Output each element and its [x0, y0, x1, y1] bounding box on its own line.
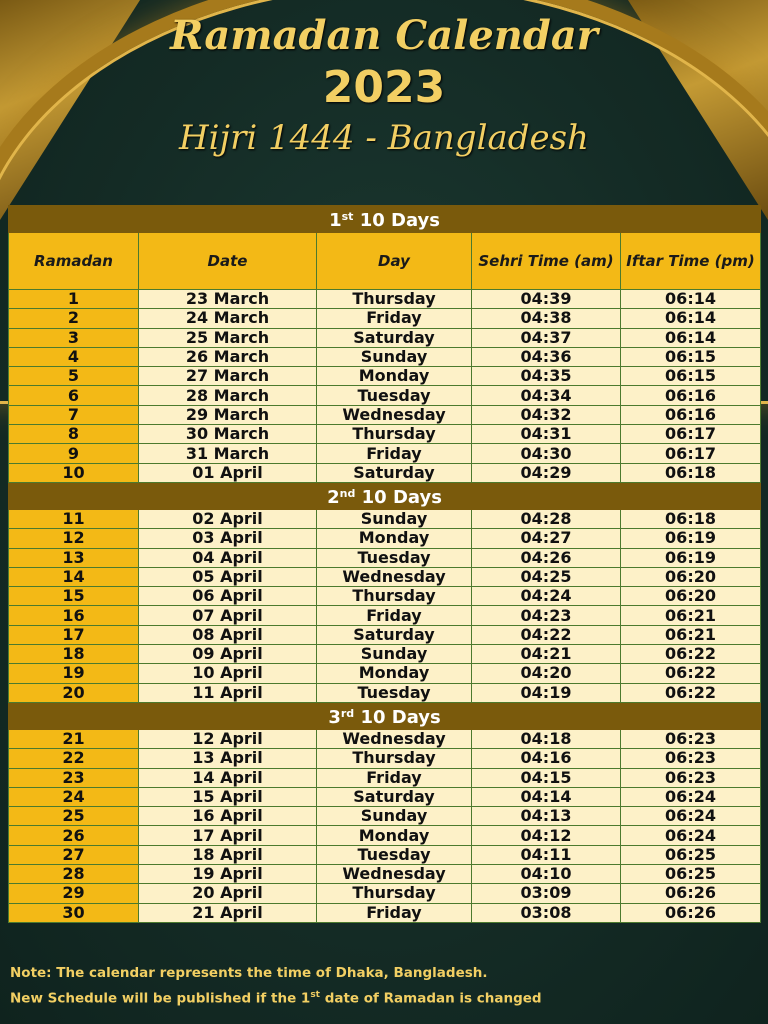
date-cell: 18 April	[139, 845, 317, 864]
ramadan-day-cell: 18	[9, 645, 139, 664]
section-header	[9, 482, 761, 509]
table-row	[9, 463, 761, 482]
weekday-cell: Tuesday	[317, 845, 472, 864]
section-title: 3rd 10 Days	[9, 702, 761, 729]
date-cell: 15 April	[139, 787, 317, 806]
ramadan-day-cell: 3	[9, 328, 139, 347]
footnote	[10, 962, 760, 1010]
column-header: Day	[317, 233, 472, 290]
weekday-cell: Tuesday	[317, 683, 472, 702]
ramadan-day-cell: 30	[9, 903, 139, 922]
section-title: 1st 10 Days	[9, 206, 761, 233]
column-header: Sehri Time (am)	[472, 233, 621, 290]
ramadan-day-cell: 1	[9, 290, 139, 309]
weekday-cell: Sunday	[317, 645, 472, 664]
table-row	[9, 444, 761, 463]
column-header: Iftar Time (pm)	[621, 233, 761, 290]
sehri-time-cell: 04:16	[472, 749, 621, 768]
ramadan-day-cell: 9	[9, 444, 139, 463]
date-cell: 06 April	[139, 587, 317, 606]
date-cell: 29 March	[139, 405, 317, 424]
date-cell: 09 April	[139, 645, 317, 664]
column-header: Ramadan	[9, 233, 139, 290]
weekday-cell: Thursday	[317, 884, 472, 903]
weekday-cell: Wednesday	[317, 729, 472, 748]
table-row	[9, 625, 761, 644]
iftar-time-cell: 06:16	[621, 386, 761, 405]
sehri-time-cell: 04:23	[472, 606, 621, 625]
table-row	[9, 884, 761, 903]
date-cell: 02 April	[139, 509, 317, 528]
ramadan-day-cell: 22	[9, 749, 139, 768]
table-row	[9, 826, 761, 845]
ramadan-day-cell: 5	[9, 367, 139, 386]
column-headers	[9, 233, 761, 290]
ramadan-day-cell: 17	[9, 625, 139, 644]
date-cell: 20 April	[139, 884, 317, 903]
weekday-cell: Thursday	[317, 425, 472, 444]
sehri-time-cell: 04:28	[472, 509, 621, 528]
table-row	[9, 606, 761, 625]
ramadan-day-cell: 14	[9, 567, 139, 586]
section-header	[9, 206, 761, 233]
sehri-time-cell: 04:35	[472, 367, 621, 386]
sehri-time-cell: 04:13	[472, 807, 621, 826]
table-row	[9, 807, 761, 826]
iftar-time-cell: 06:26	[621, 903, 761, 922]
weekday-cell: Tuesday	[317, 386, 472, 405]
footnote-text-end: date of Ramadan is changed	[320, 990, 542, 1007]
sehri-time-cell: 04:15	[472, 768, 621, 787]
iftar-time-cell: 06:25	[621, 845, 761, 864]
sehri-time-cell: 04:27	[472, 529, 621, 548]
iftar-time-cell: 06:18	[621, 509, 761, 528]
footnote-line-1: Note: The calendar represents the time of Dhaka, Bangladesh.	[10, 965, 488, 981]
weekday-cell: Saturday	[317, 625, 472, 644]
date-cell: 16 April	[139, 807, 317, 826]
date-cell: 04 April	[139, 548, 317, 567]
ramadan-day-cell: 13	[9, 548, 139, 567]
table-row	[9, 328, 761, 347]
date-cell: 27 March	[139, 367, 317, 386]
ramadan-timetable	[8, 205, 761, 923]
iftar-time-cell: 06:24	[621, 807, 761, 826]
ramadan-day-cell: 23	[9, 768, 139, 787]
weekday-cell: Friday	[317, 444, 472, 463]
date-cell: 05 April	[139, 567, 317, 586]
table-row	[9, 529, 761, 548]
date-cell: 24 March	[139, 309, 317, 328]
weekday-cell: Thursday	[317, 749, 472, 768]
date-cell: 21 April	[139, 903, 317, 922]
weekday-cell: Wednesday	[317, 405, 472, 424]
date-cell: 31 March	[139, 444, 317, 463]
sehri-time-cell: 04:30	[472, 444, 621, 463]
subtitle: Hijri 1444 - Bangladesh	[179, 118, 589, 158]
iftar-time-cell: 06:26	[621, 884, 761, 903]
date-cell: 12 April	[139, 729, 317, 748]
sehri-time-cell: 04:24	[472, 587, 621, 606]
iftar-time-cell: 06:25	[621, 865, 761, 884]
weekday-cell: Saturday	[317, 787, 472, 806]
table-row	[9, 903, 761, 922]
column-header: Date	[139, 233, 317, 290]
year-title: 2023	[322, 62, 446, 113]
sehri-time-cell: 04:32	[472, 405, 621, 424]
weekday-cell: Thursday	[317, 290, 472, 309]
ramadan-day-cell: 4	[9, 347, 139, 366]
ramadan-day-cell: 6	[9, 386, 139, 405]
sehri-time-cell: 04:18	[472, 729, 621, 748]
table-row	[9, 645, 761, 664]
iftar-time-cell: 06:22	[621, 683, 761, 702]
sehri-time-cell: 04:31	[472, 425, 621, 444]
table-row	[9, 567, 761, 586]
table-row	[9, 425, 761, 444]
footnote-line-2	[10, 984, 760, 1010]
date-cell: 30 March	[139, 425, 317, 444]
table-row	[9, 664, 761, 683]
iftar-time-cell: 06:15	[621, 367, 761, 386]
ramadan-day-cell: 7	[9, 405, 139, 424]
iftar-time-cell: 06:14	[621, 309, 761, 328]
weekday-cell: Friday	[317, 903, 472, 922]
ramadan-day-cell: 2	[9, 309, 139, 328]
weekday-cell: Monday	[317, 664, 472, 683]
sehri-time-cell: 04:37	[472, 328, 621, 347]
sehri-time-cell: 03:08	[472, 903, 621, 922]
table-row	[9, 729, 761, 748]
table-row	[9, 309, 761, 328]
date-cell: 13 April	[139, 749, 317, 768]
ramadan-day-cell: 29	[9, 884, 139, 903]
sehri-time-cell: 04:25	[472, 567, 621, 586]
weekday-cell: Saturday	[317, 328, 472, 347]
table-row	[9, 768, 761, 787]
sehri-time-cell: 04:22	[472, 625, 621, 644]
ramadan-day-cell: 25	[9, 807, 139, 826]
table-row	[9, 683, 761, 702]
date-cell: 25 March	[139, 328, 317, 347]
section-title: 2nd 10 Days	[9, 482, 761, 509]
sehri-time-cell: 04:14	[472, 787, 621, 806]
iftar-time-cell: 06:22	[621, 645, 761, 664]
iftar-time-cell: 06:18	[621, 463, 761, 482]
iftar-time-cell: 06:16	[621, 405, 761, 424]
sehri-time-cell: 04:20	[472, 664, 621, 683]
date-cell: 08 April	[139, 625, 317, 644]
iftar-time-cell: 06:17	[621, 444, 761, 463]
date-cell: 01 April	[139, 463, 317, 482]
date-cell: 19 April	[139, 865, 317, 884]
iftar-time-cell: 06:20	[621, 587, 761, 606]
sehri-time-cell: 04:10	[472, 865, 621, 884]
ramadan-day-cell: 11	[9, 509, 139, 528]
date-cell: 14 April	[139, 768, 317, 787]
date-cell: 07 April	[139, 606, 317, 625]
ramadan-day-cell: 27	[9, 845, 139, 864]
sehri-time-cell: 04:39	[472, 290, 621, 309]
sehri-time-cell: 04:11	[472, 845, 621, 864]
ramadan-day-cell: 21	[9, 729, 139, 748]
weekday-cell: Thursday	[317, 587, 472, 606]
table-row	[9, 587, 761, 606]
sehri-time-cell: 04:38	[472, 309, 621, 328]
date-cell: 28 March	[139, 386, 317, 405]
weekday-cell: Monday	[317, 826, 472, 845]
ramadan-day-cell: 28	[9, 865, 139, 884]
weekday-cell: Wednesday	[317, 865, 472, 884]
iftar-time-cell: 06:19	[621, 548, 761, 567]
table-row	[9, 749, 761, 768]
ramadan-day-cell: 24	[9, 787, 139, 806]
weekday-cell: Friday	[317, 309, 472, 328]
date-cell: 03 April	[139, 529, 317, 548]
ramadan-day-cell: 19	[9, 664, 139, 683]
weekday-cell: Tuesday	[317, 548, 472, 567]
date-cell: 11 April	[139, 683, 317, 702]
sehri-time-cell: 04:19	[472, 683, 621, 702]
ramadan-day-cell: 26	[9, 826, 139, 845]
iftar-time-cell: 06:23	[621, 729, 761, 748]
iftar-time-cell: 06:20	[621, 567, 761, 586]
iftar-time-cell: 06:14	[621, 328, 761, 347]
iftar-time-cell: 06:19	[621, 529, 761, 548]
footnote-superscript: st	[310, 990, 320, 1000]
table-row	[9, 865, 761, 884]
date-cell: 26 March	[139, 347, 317, 366]
iftar-time-cell: 06:17	[621, 425, 761, 444]
iftar-time-cell: 06:23	[621, 749, 761, 768]
ramadan-day-cell: 16	[9, 606, 139, 625]
date-cell: 10 April	[139, 664, 317, 683]
table-row	[9, 405, 761, 424]
sehri-time-cell: 04:12	[472, 826, 621, 845]
weekday-cell: Monday	[317, 529, 472, 548]
iftar-time-cell: 06:24	[621, 826, 761, 845]
ramadan-day-cell: 10	[9, 463, 139, 482]
sehri-time-cell: 04:21	[472, 645, 621, 664]
footnote-text: New Schedule will be published if the 1	[10, 990, 311, 1007]
sehri-time-cell: 04:36	[472, 347, 621, 366]
table-row	[9, 347, 761, 366]
page-title: Ramadan Calendar	[170, 12, 598, 59]
iftar-time-cell: 06:21	[621, 625, 761, 644]
table-row	[9, 367, 761, 386]
date-cell: 23 March	[139, 290, 317, 309]
iftar-time-cell: 06:23	[621, 768, 761, 787]
weekday-cell: Friday	[317, 768, 472, 787]
sehri-time-cell: 04:26	[472, 548, 621, 567]
table-row	[9, 548, 761, 567]
table-row	[9, 787, 761, 806]
table-row	[9, 290, 761, 309]
weekday-cell: Wednesday	[317, 567, 472, 586]
iftar-time-cell: 06:22	[621, 664, 761, 683]
iftar-time-cell: 06:14	[621, 290, 761, 309]
ramadan-day-cell: 20	[9, 683, 139, 702]
date-cell: 17 April	[139, 826, 317, 845]
iftar-time-cell: 06:15	[621, 347, 761, 366]
sehri-time-cell: 04:34	[472, 386, 621, 405]
ramadan-day-cell: 8	[9, 425, 139, 444]
weekday-cell: Friday	[317, 606, 472, 625]
table-row	[9, 386, 761, 405]
sehri-time-cell: 04:29	[472, 463, 621, 482]
section-header	[9, 702, 761, 729]
iftar-time-cell: 06:24	[621, 787, 761, 806]
weekday-cell: Sunday	[317, 347, 472, 366]
iftar-time-cell: 06:21	[621, 606, 761, 625]
table-row	[9, 509, 761, 528]
weekday-cell: Sunday	[317, 807, 472, 826]
sehri-time-cell: 03:09	[472, 884, 621, 903]
table-row	[9, 845, 761, 864]
weekday-cell: Monday	[317, 367, 472, 386]
ramadan-day-cell: 15	[9, 587, 139, 606]
weekday-cell: Sunday	[317, 509, 472, 528]
ramadan-day-cell: 12	[9, 529, 139, 548]
weekday-cell: Saturday	[317, 463, 472, 482]
